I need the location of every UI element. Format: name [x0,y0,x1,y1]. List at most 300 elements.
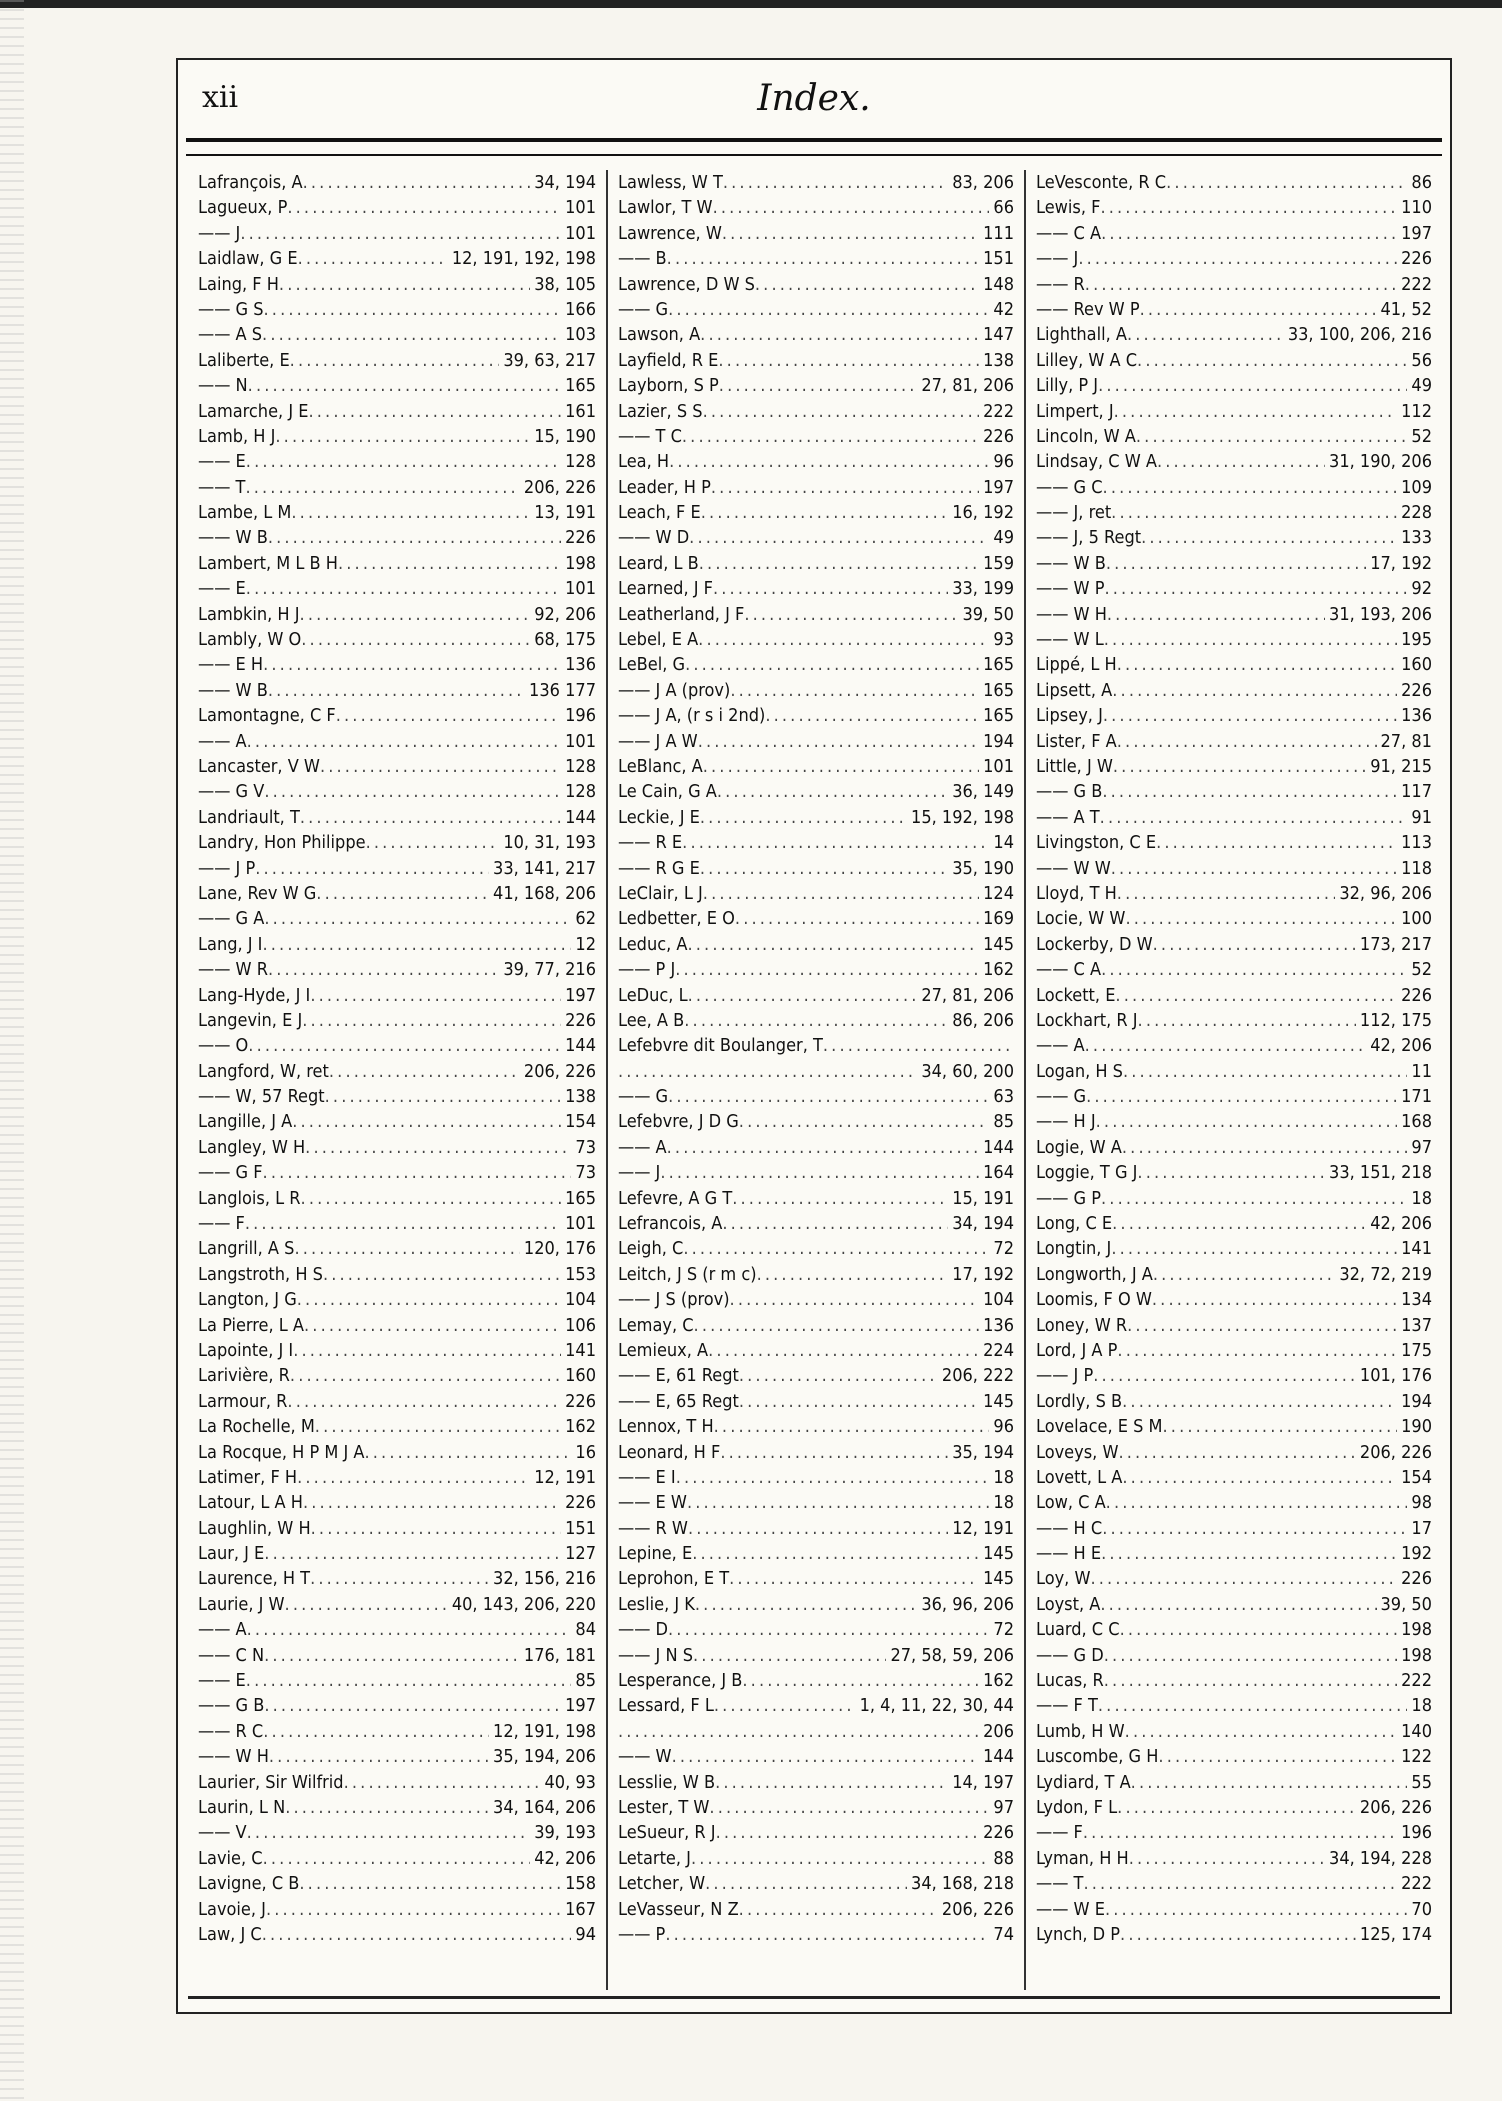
entry-name: Lesslie, W B [618,1771,716,1793]
leader-dots [1141,525,1397,550]
leader-dots [275,424,530,449]
entry-name: Loomis, F O W [1036,1289,1152,1311]
leader-dots [692,1541,979,1566]
entry-pages: 101 [983,755,1014,777]
leader-dots [1122,1465,1397,1490]
entry-name: Letarte, J [618,1847,691,1869]
index-entry [618,1363,1014,1388]
entry-name: Larivière, R [198,1365,290,1387]
leader-dots [1098,1693,1408,1718]
entry-pages: 27, 58, 59, 206 [890,1644,1014,1666]
leader-dots [248,373,561,398]
entry-name: Lane, Rev W G [198,882,317,904]
entry-pages: 32, 96, 206 [1339,882,1432,904]
entry-pages: 52 [1411,959,1432,981]
entry-name: Lovelace, E S M [1036,1416,1163,1438]
entry-pages: 162 [983,1670,1014,1692]
leader-dots [240,221,561,246]
index-entry [1036,1897,1432,1922]
entry-name: Longtin, J [1036,1238,1112,1260]
index-entry [618,1389,1014,1414]
leader-dots [1117,1795,1356,1820]
leader-dots [1078,246,1397,271]
index-entry [198,1668,596,1693]
entry-pages: 97 [1411,1136,1432,1158]
entry-name: Law, J C [198,1923,262,1945]
entry-name: —— J A (prov) [618,679,731,701]
entry-name: Lumb, H W [1036,1720,1125,1742]
entry-name: Lepine, E [618,1543,693,1565]
leader-dots [1153,1262,1335,1287]
entry-name: —— R [1036,273,1085,295]
entry-name: Laughlin, W H [198,1517,311,1539]
entry-name: Laurence, H T [198,1568,311,1590]
leader-dots [1138,1008,1356,1033]
leader-dots [264,1643,520,1668]
index-entry [618,1414,1014,1439]
index-entry [198,602,596,627]
index-entry [1036,1871,1432,1896]
entry-pages: 128 [565,451,596,473]
leader-dots [711,475,979,500]
index-entry [618,1490,1014,1515]
leader-dots [268,678,525,703]
entry-pages: 86, 206 [952,1009,1014,1031]
index-entry [1036,881,1432,906]
entry-name: Longworth, J A [1036,1263,1153,1285]
entry-name: —— E [198,578,246,600]
leader-dots [302,1008,561,1033]
leader-dots [730,678,979,703]
leader-dots [1122,1389,1397,1414]
entry-name: Leduc, A [618,933,688,955]
entry-name: Lamarche, J E [198,400,309,422]
leader-dots [263,1160,572,1185]
index-entry [618,551,1014,576]
leader-dots [1090,1566,1397,1591]
entry-name: Logan, H S [1036,1060,1123,1082]
index-entry [1036,1287,1432,1312]
leader-dots [1086,1084,1397,1109]
index-entry [1036,1744,1432,1769]
entry-pages: 36, 96, 206 [921,1593,1014,1615]
entry-pages: 35, 194, 206 [493,1746,596,1768]
leader-dots [1136,424,1408,449]
index-entry [618,703,1014,728]
entry-pages: 165 [565,375,596,397]
entry-pages: 36, 149 [952,781,1014,803]
index-entry [198,983,596,1008]
index-entry [1036,1643,1432,1668]
entry-name: —— A [1036,1035,1085,1057]
leader-dots [266,1897,561,1922]
entry-name: —— R W [618,1517,688,1539]
leader-dots [310,983,561,1008]
index-entry [618,195,1014,220]
leader-dots [290,1363,561,1388]
index-entry [618,983,1014,1008]
index-entry [618,1795,1014,1820]
index-entry [1036,525,1432,550]
entry-name: Leigh, C [618,1238,684,1260]
leader-dots [1085,272,1397,297]
entry-pages: 206, 226 [1359,1441,1432,1463]
leader-dots [700,856,948,881]
entry-pages: 12, 191, 198 [493,1720,596,1742]
entry-name: Lemieux, A [618,1339,709,1361]
leader-dots [1127,1313,1397,1338]
index-entry [1036,1338,1432,1363]
leader-dots [717,779,948,804]
leader-dots [1129,1846,1325,1871]
entry-pages: 101 [565,730,596,752]
leader-dots [682,830,989,855]
entry-name: Learned, J F [618,578,713,600]
entry-pages: 73 [575,1136,596,1158]
entry-pages: 226 [565,1492,596,1514]
entry-name: —— A [618,1136,667,1158]
index-entry [1036,1186,1432,1211]
entry-pages: 17 [1411,1517,1432,1539]
index-entry [618,932,1014,957]
entry-pages: 34, 194 [534,172,596,193]
index-entry [198,1820,596,1845]
entry-pages: 98 [1411,1492,1432,1514]
leader-dots [714,1414,990,1439]
entry-name: —— G A [198,908,265,930]
index-entry [1036,195,1432,220]
entry-name: Laing, F H [198,273,279,295]
leader-dots [248,1033,561,1058]
index-entry [1036,424,1432,449]
index-entry [1036,1516,1432,1541]
entry-pages: 15, 191 [952,1187,1014,1209]
leader-dots [718,348,979,373]
index-entry [618,1084,1014,1109]
leader-dots [336,703,561,728]
leader-dots [1103,703,1397,728]
entry-name: Lloyd, T H [1036,882,1117,904]
entry-pages: 68, 175 [534,629,596,651]
index-entry [1036,399,1432,424]
entry-pages: 222 [1401,273,1432,295]
entry-name: —— G [618,298,669,320]
entry-pages: 198 [1401,1644,1432,1666]
entry-pages: 190 [1401,1416,1432,1438]
leader-dots [1125,906,1397,931]
entry-pages: 13, 191 [534,502,596,524]
index-entry [618,1236,1014,1261]
leader-dots [1156,830,1397,855]
leader-dots [1100,1592,1376,1617]
index-entry [1036,1135,1432,1160]
entry-name: Lucas, R [1036,1670,1104,1692]
entry-name: Lambly, W O [198,629,302,651]
leader-dots [263,1846,531,1871]
entry-pages: 222 [1401,1670,1432,1692]
leader-dots [676,1465,990,1490]
index-entry [198,525,596,550]
leader-dots [1112,678,1397,703]
entry-pages: 222 [1401,1873,1432,1895]
entry-name: Le Cain, G A [618,781,717,803]
entry-pages: 92 [1411,578,1432,600]
leader-dots [311,1516,561,1541]
entry-pages: 206 [983,1720,1014,1742]
index-entry [198,1617,596,1642]
entry-name: Lambkin, H J [198,603,300,625]
leader-dots [325,1084,561,1109]
leader-dots [300,602,531,627]
entry-pages: 206, 222 [941,1365,1014,1387]
entry-name: LeClair, L J [618,882,703,904]
entry-name: LeVasseur, N Z [618,1898,739,1920]
entry-name: —— F [1036,1822,1083,1844]
index-entry [198,195,596,220]
entry-pages: 160 [1401,654,1432,676]
entry-pages: 39, 63, 217 [503,349,596,371]
entry-pages: 33, 100, 206, 216 [1287,324,1432,346]
index-entry [198,500,596,525]
entry-pages: 168 [1401,1111,1432,1133]
index-entry [618,475,1014,500]
entry-name: —— W B [1036,552,1106,574]
leader-dots [1111,1236,1397,1261]
index-column-2 [606,170,1024,1990]
entry-name: Lang-Hyde, J I [198,984,311,1006]
leader-dots [1115,983,1397,1008]
index-entry [198,1109,596,1134]
entry-pages: 17, 192 [1370,552,1432,574]
index-entry [198,1414,596,1439]
entry-pages: 144 [983,1136,1014,1158]
entry-name: Lawson, A [618,324,701,346]
entry-name: Lavoie, J [198,1898,266,1920]
entry-pages: 83, 206 [952,172,1014,193]
entry-name: Langrill, A S [198,1238,295,1260]
entry-name: —— G [618,1086,669,1108]
leader-dots [323,1262,561,1287]
entry-pages: 226 [565,1009,596,1031]
entry-pages: 165 [983,654,1014,676]
leader-dots [1118,1440,1355,1465]
entry-name: —— B [618,248,667,270]
leader-dots [329,1059,520,1084]
leader-dots [723,170,948,195]
index-entry [618,1008,1014,1033]
entry-name: Laidlaw, G E [198,248,298,270]
entry-pages: 151 [983,248,1014,270]
leader-dots [263,1719,489,1744]
index-entry [198,297,596,322]
leader-dots [303,1490,561,1515]
entry-name: —— H J [1036,1111,1096,1133]
entry-name: Langille, J A [198,1111,293,1133]
entry-pages: 16 [575,1441,596,1463]
entry-pages: 167 [565,1898,596,1920]
index-entry [618,1287,1014,1312]
entry-name: Landriault, T [198,806,300,828]
index-entry [618,272,1014,297]
entry-pages: 38, 105 [534,273,596,295]
entry-pages: 31, 193, 206 [1329,603,1432,625]
leader-dots [713,195,990,220]
entry-name: Lord, J A P [1036,1339,1118,1361]
leader-dots [247,1820,531,1845]
index-entry [1036,246,1432,271]
entry-pages: 55 [1411,1771,1432,1793]
entry-pages: 15, 190 [534,425,596,447]
entry-name: —— J, ret [1036,502,1112,524]
entry-name: —— T [1036,1873,1084,1895]
header-rule [186,138,1442,156]
leader-dots [688,1516,948,1541]
index-entry [198,1389,596,1414]
entry-pages: 42, 206 [1370,1213,1432,1235]
leader-dots [1100,805,1408,830]
entry-pages: 52 [1411,425,1432,447]
entry-name: Low, C A [1036,1492,1106,1514]
entry-pages: 62 [575,908,596,930]
leader-dots [255,856,489,881]
index-entry [1036,322,1432,347]
entry-name: —— R E [618,832,683,854]
leader-dots [338,551,561,576]
entry-name: Laur, J E [198,1543,265,1565]
index-entry [198,399,596,424]
leader-dots [1111,500,1397,525]
entry-name: Lester, T W [618,1797,710,1818]
index-entry [1036,373,1432,398]
entry-pages: 32, 156, 216 [493,1568,596,1590]
index-entry [1036,1795,1432,1820]
entry-name: —— C A [1036,222,1102,244]
index-entry [1036,932,1432,957]
entry-pages: 196 [565,705,596,727]
entry-name: —— W W [1036,857,1111,879]
leader-dots [269,1744,489,1769]
entry-pages: 73 [575,1162,596,1184]
leader-dots [1131,1770,1408,1795]
entry-name: Langton, J G [198,1289,297,1311]
entry-name: Lamb, H J [198,425,276,447]
index-entry [618,170,1014,195]
leader-dots [1120,1617,1398,1642]
index-entry [1036,500,1432,525]
entry-pages: 222 [983,400,1014,422]
leader-dots [264,1693,561,1718]
index-entry [618,1719,1014,1744]
leader-dots [729,1566,979,1591]
leader-dots [1153,932,1356,957]
leader-dots [1111,856,1397,881]
leader-dots [698,729,979,754]
leader-dots [287,195,561,220]
entry-name: Letcher, W [618,1873,706,1895]
leader-dots [667,246,979,271]
entry-name: Lapointe, J I [198,1339,294,1361]
index-entry [1036,906,1432,931]
entry-name: Laurie, J W [198,1593,285,1615]
entry-pages: 18 [1411,1695,1432,1717]
entry-pages: 93 [993,629,1014,651]
entry-pages: 145 [983,1390,1014,1412]
entry-pages: 195 [1401,629,1432,651]
entry-pages: 42 [993,298,1014,320]
entry-name: Laurin, L N [198,1797,286,1818]
index-entry [198,322,596,347]
entry-name: Leach, F E [618,502,701,524]
index-entry [618,399,1014,424]
index-entry [618,1465,1014,1490]
index-entry [198,1008,596,1033]
entry-pages: 154 [565,1111,596,1133]
index-entry [1036,1541,1432,1566]
leader-dots [685,652,979,677]
entry-name: Loggie, T G J [1036,1162,1138,1184]
entry-name: Larmour, R [198,1390,288,1412]
leader-dots [300,805,561,830]
leader-dots [303,170,531,195]
leader-dots [1137,348,1407,373]
entry-pages: 39, 193 [534,1822,596,1844]
entry-pages: 72 [993,1238,1014,1260]
page-title: Index. [757,78,871,119]
index-entry [198,1363,596,1388]
entry-name: Lavigne, C B [198,1873,300,1895]
index-entry [618,1668,1014,1693]
entry-name: La Rochelle, M [198,1416,315,1438]
entry-name: Limpert, J [1036,400,1114,422]
entry-pages: 96 [993,1416,1014,1438]
index-entry [618,1770,1014,1795]
leader-dots [1158,1744,1397,1769]
leader-dots [263,652,561,677]
leader-dots [1125,1719,1397,1744]
entry-pages: 106 [565,1314,596,1336]
entry-pages: 197 [983,476,1014,498]
leader-dots [689,525,989,550]
entry-name: Loveys, W [1036,1441,1119,1463]
entry-name: —— J A W [618,730,698,752]
entry-pages: 226 [1401,679,1432,701]
leader-dots [291,500,530,525]
entry-name: Leonard, H F [618,1441,721,1463]
entry-name: —— P [618,1923,666,1945]
entry-pages: 206, 226 [1359,1797,1432,1818]
index-entry [198,1211,596,1236]
entry-pages: 101 [565,222,596,244]
index-entry [198,1135,596,1160]
entry-name: —— G D [1036,1644,1104,1666]
index-entry [618,1922,1014,1947]
index-page [176,58,1452,2014]
entry-pages: 145 [983,933,1014,955]
index-entry [198,1795,596,1820]
entry-name: Langford, W, ret [198,1060,329,1082]
leader-dots [1105,1897,1407,1922]
leader-dots [1157,449,1325,474]
entry-name: —— P J [618,959,676,981]
leader-dots [709,1795,989,1820]
entry-pages: 27, 81, 206 [921,984,1014,1006]
index-entry [1036,602,1432,627]
index-entry [1036,1059,1432,1084]
index-entry [618,525,1014,550]
entry-name: Leitch, J S (r m c) [618,1263,757,1285]
index-entry [1036,652,1432,677]
entry-pages: 144 [565,806,596,828]
